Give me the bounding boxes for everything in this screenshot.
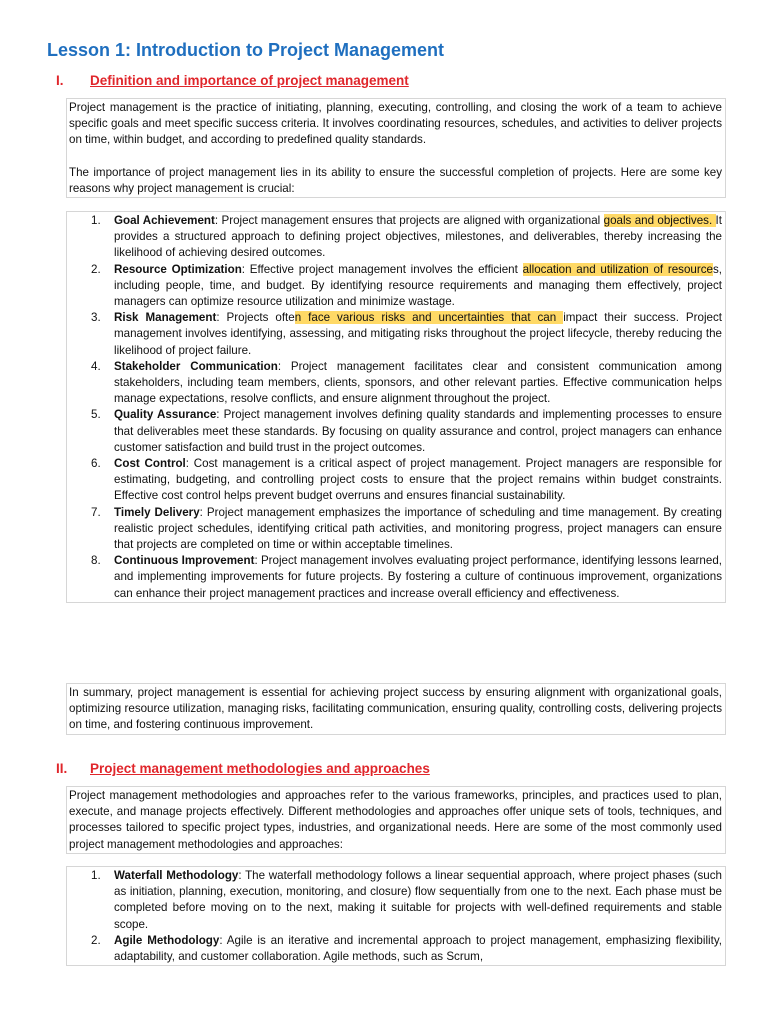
list-item bbox=[69, 868, 722, 933]
list-item-text: The waterfall methodology follows a linear sequential approach, where project phases (such as initiation, planning, execution, monitoring, and closure) flow sequentially from one to the next. Each phase must be completed before moving on to the next, making it suitable for projects with well-defined requirements and stable scope. bbox=[114, 869, 723, 931]
list-item-separator: : bbox=[216, 408, 224, 422]
list-item-number: 8. bbox=[91, 554, 101, 568]
list-item-text-continued: It provides a structured approach to defining project objectives, milestones, and deliverables, thereby increasing the likelihood of achieving desired outcomes. bbox=[114, 214, 722, 260]
list-item-separator: : bbox=[254, 554, 261, 568]
list-item-term: Agile Methodology bbox=[114, 933, 220, 947]
list-item-term: Risk Management bbox=[114, 311, 217, 325]
list-item-text: Project management involves defining quality standards and implementing processes to ensure that deliverables meet these standards. By focusing on quality assurance and control, project managers can enhance customer satisfaction and build trust in the project outcomes. bbox=[114, 408, 722, 454]
intro-text-box bbox=[66, 98, 726, 198]
list-item-number: 7. bbox=[91, 505, 101, 519]
list-item-number: 4. bbox=[91, 359, 101, 373]
list-item-number: 1. bbox=[91, 214, 101, 227]
list-item-number: 2. bbox=[91, 933, 101, 947]
list-item-number: 6. bbox=[91, 457, 101, 471]
section-heading-2 bbox=[56, 761, 430, 776]
section-numeral: I. bbox=[56, 73, 64, 88]
summary-paragraph: In summary, project management is essential for achieving project success by ensuring alignment with organizational goals, optimizing resource utilization, managing risks, facilitating communication, ensuring quality, controlling costs, delivering projects on time, and fostering continuous improvement. bbox=[69, 686, 722, 732]
list-item-separator: : bbox=[185, 457, 194, 471]
list-item-term: Goal Achievement bbox=[114, 214, 215, 227]
section-title: Project management methodologies and approaches bbox=[90, 761, 430, 776]
list-item-text: Project management facilitates clear and consistent communication among stakeholders, including team members, clients, sponsors, and other relevant parties. Effective communication helps manage expectations, resolve conflicts, and ensure alignment throughout the project. bbox=[114, 359, 722, 406]
importance-paragraph: The importance of project management lies in its ability to ensure the successful completion of projects. Here are some key reasons why project management is crucial: bbox=[69, 165, 722, 195]
methodologies-list bbox=[69, 868, 722, 965]
list-item-text: Agile is an iterative and incremental approach to project management, emphasizing flexibility, adaptability, and customer collaboration. Agile methods, such as Scrum, bbox=[114, 933, 722, 964]
list-item-text: Project management ensures that projects are aligned with organizational bbox=[221, 214, 604, 227]
list-item bbox=[69, 553, 722, 602]
list-item bbox=[69, 505, 722, 554]
list-item-term: Cost Control bbox=[114, 457, 186, 471]
list-item-separator: : bbox=[219, 933, 227, 947]
list-item-separator: : bbox=[238, 869, 246, 882]
list-item-term: Timely Delivery bbox=[114, 505, 200, 519]
intro-paragraph: Project management is the practice of initiating, planning, executing, controlling, and closing the work of a team to achieve specific goals and meet specific success criteria. It involves coordinating resources, schedules, and activities to deliver projects on time, within budget, and according to predefined quality standards. bbox=[69, 101, 722, 147]
list-item bbox=[69, 310, 722, 359]
list-item-term: Quality Assurance bbox=[114, 408, 217, 422]
highlighted-text: allocation and utilization of resource bbox=[522, 262, 713, 276]
section-heading-1 bbox=[56, 73, 409, 88]
list-item-separator: : bbox=[216, 311, 227, 325]
methodologies-paragraph: Project management methodologies and approaches refer to the various frameworks, principles, and practices used to plan, execute, and manage projects effectively. Different methodologies and approaches offer unique sets of tools, techniques, and processes tailored to specific project types, industries, and organizational needs. Here are some of the most commonly used project management methodologies and approaches: bbox=[69, 789, 722, 851]
lesson-title: Lesson 1: Introduction to Project Management bbox=[47, 40, 445, 60]
list-item bbox=[69, 262, 722, 311]
list-item-number: 2. bbox=[91, 262, 101, 276]
importance-list bbox=[69, 213, 722, 602]
list-item bbox=[69, 407, 722, 456]
methodologies-list-box bbox=[66, 866, 726, 966]
list-item-number: 5. bbox=[91, 408, 101, 422]
importance-list-box bbox=[66, 211, 726, 603]
list-item-separator: : bbox=[199, 505, 207, 519]
list-item bbox=[69, 359, 722, 408]
list-item-text: Project management involves evaluating project performance, identifying lessons learned, and implementing improvements for future projects. By fostering a culture of continuous improvement, organizations can enhance their project management practices and increase overall efficiency and effectiveness. bbox=[114, 554, 722, 600]
highlighted-text: n face various risks and uncertainties that can bbox=[294, 311, 564, 325]
list-item bbox=[69, 933, 722, 965]
list-item-separator: : bbox=[214, 214, 222, 227]
section-title: Definition and importance of project management bbox=[90, 73, 409, 88]
list-item-number: 3. bbox=[91, 311, 101, 325]
list-item-term: Waterfall Methodology bbox=[114, 869, 239, 882]
list-item-separator: : bbox=[241, 262, 250, 276]
list-item-text: Cost management is a critical aspect of project management. Project managers are responsible for estimating, budgeting, and controlling project costs to ensure that the project remains within budget constraints. Effective cost control helps prevent budget overruns and ensures financial sustainability. bbox=[114, 457, 722, 503]
list-item-term: Continuous Improvement bbox=[114, 554, 255, 568]
summary-box bbox=[66, 683, 726, 735]
highlighted-text: goals and objectives. bbox=[603, 214, 716, 227]
list-item-number: 1. bbox=[91, 869, 101, 882]
list-item bbox=[69, 456, 722, 505]
list-item-separator: : bbox=[277, 359, 291, 373]
list-item-text: Projects ofte bbox=[226, 311, 295, 325]
list-item-term: Resource Optimization bbox=[114, 262, 242, 276]
list-item-text: Project management emphasizes the importance of scheduling and time management. By creating realistic project schedules, identifying critical path activities, and monitoring progress, project managers can ensure that projects are completed on time or within acceptable timelines. bbox=[114, 505, 722, 552]
list-item bbox=[69, 213, 722, 262]
section-numeral: II. bbox=[56, 761, 68, 776]
list-item-term: Stakeholder Communication bbox=[114, 359, 278, 373]
list-item-text-continued: s, including people, time, and budget. By identifying resource requirements and managing them effectively, project managers can optimize resource utilization and minimize wastage. bbox=[114, 262, 722, 309]
list-item-text-continued: impact their success. Project management involves identifying, assessing, and mitigating risks throughout the project lifecycle, thereby reducing the likelihood of project failure. bbox=[114, 311, 722, 357]
list-item-text: Effective project management involves the efficient bbox=[249, 262, 523, 276]
methodologies-intro-box bbox=[66, 786, 726, 854]
